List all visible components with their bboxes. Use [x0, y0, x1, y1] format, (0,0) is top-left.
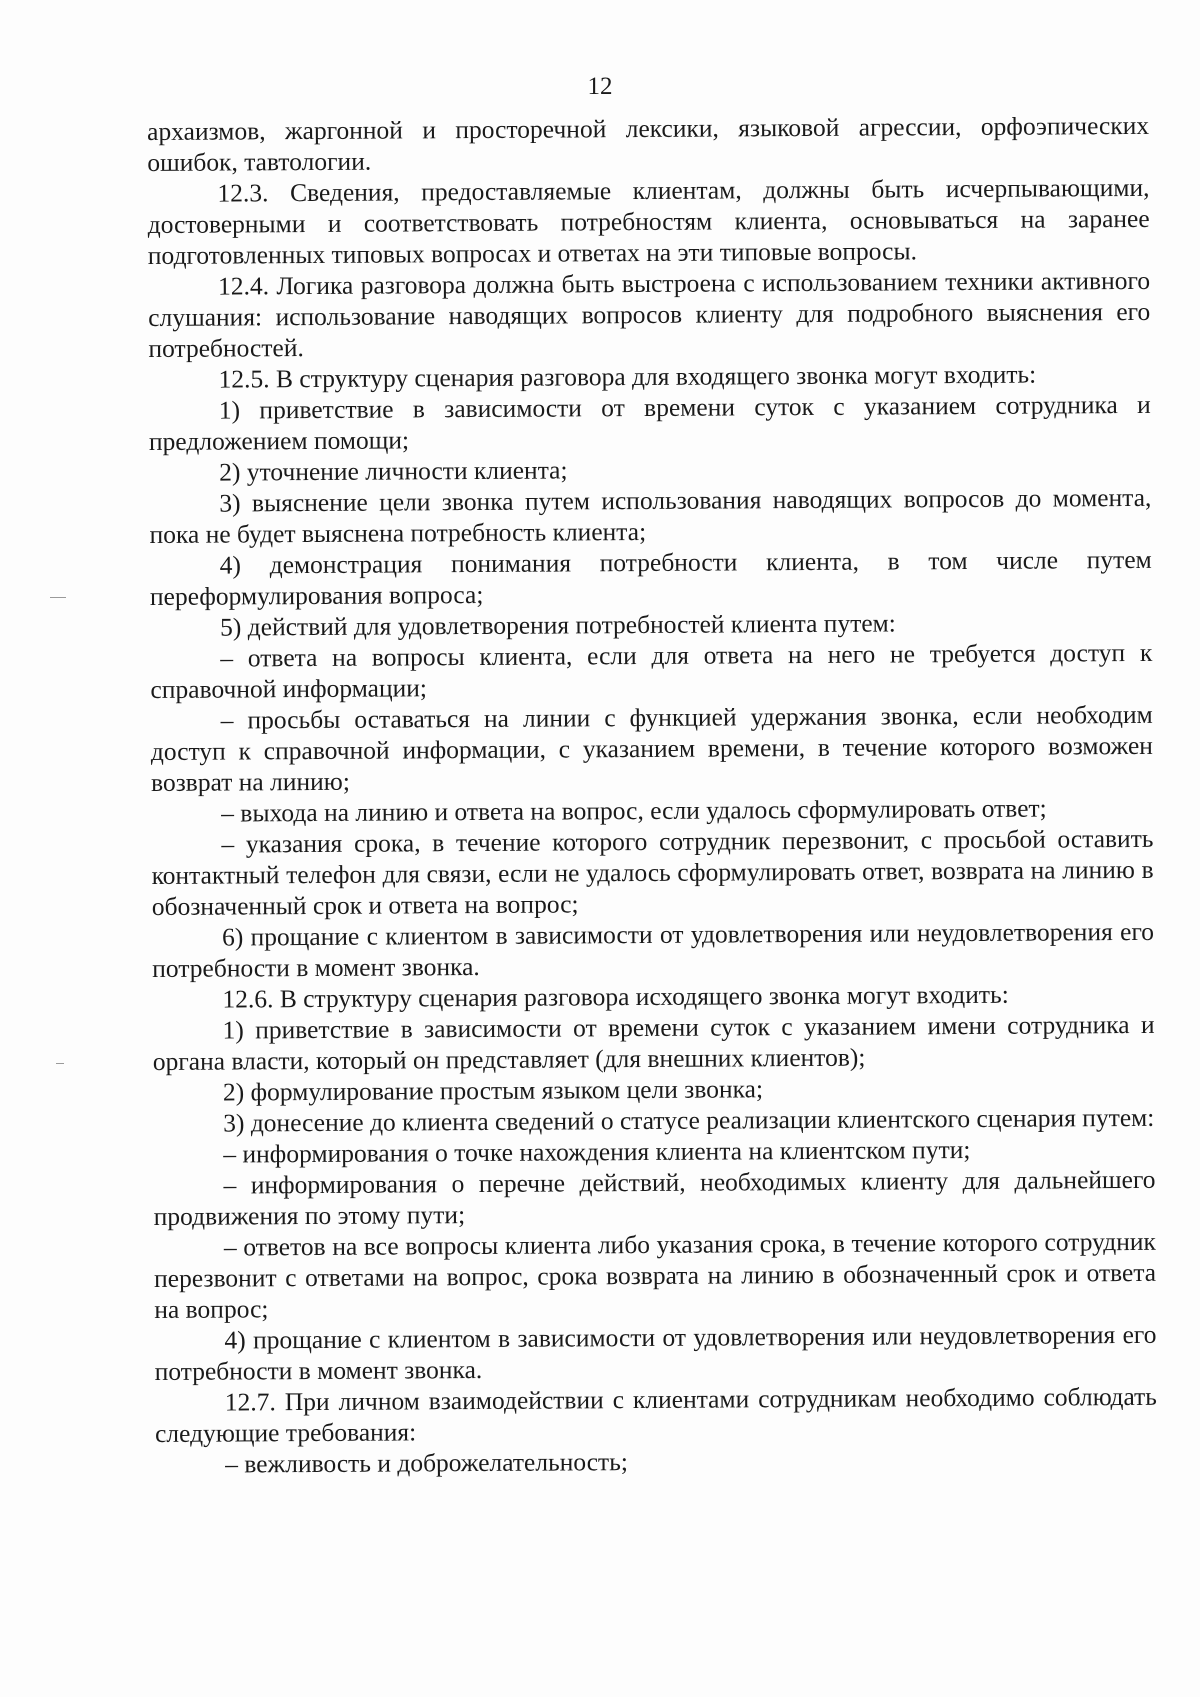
- document-body: [147, 110, 1157, 1480]
- paragraph: 1) приветствие в зависимости от времени суток с указанием сотрудника и предложением помощи;: [148, 389, 1151, 456]
- paragraph: – информирования о точке нахождения клиента на клиентском пути;: [223, 1134, 971, 1169]
- paragraph: 1) приветствие в зависимости от времени суток с указанием имени сотрудника и органа власти, который он представляет (для внешних клиентов);: [152, 1009, 1155, 1076]
- paragraph: – вежливость и доброжелательность;: [225, 1447, 628, 1479]
- paragraph: – указания срока, в течение которого сотрудник перезвонит, с просьбой оставить контактный телефон для связи, если не удалось сформулировать ответ, возврата на линию в обозначенный срок и ответа на вопрос;: [151, 823, 1154, 921]
- paragraph: 3) донесение до клиента сведений о статусе реализации клиентского сценария путем:: [223, 1102, 1155, 1138]
- paragraph: архаизмов, жаргонной и просторечной лексики, языковой агрессии, орфоэпических ошибок, тавтологии.: [147, 110, 1150, 177]
- paragraph: 12.5. В структуру сценария разговора для входящего звонка могут входить:: [218, 359, 1037, 394]
- paragraph: – ответа на вопросы клиента, если для ответа на него не требуется доступ к справочной информации;: [150, 637, 1153, 704]
- paragraph: 4) демонстрация понимания потребности клиента, в том числе путем переформулирования вопроса;: [149, 544, 1152, 611]
- page-number: 12: [587, 73, 613, 100]
- paragraph: 12.4. Логика разговора должна быть выстроена с использованием техники активного слушания: использование наводящих вопросов клиенту для подробного выяснения его потребностей.: [148, 265, 1151, 363]
- paragraph: 5) действий для удовлетворения потребностей клиента путем:: [220, 608, 896, 642]
- scan-mark: [56, 1063, 64, 1064]
- scan-mark: [50, 597, 66, 598]
- paragraph: – просьбы оставаться на линии с функцией удержания звонка, если необходим доступ к справочной информации, с указанием времени, в течение которого возможен возврат на линию;: [150, 699, 1153, 797]
- paragraph: 12.7. При личном взаимодействии с клиентами сотрудникам необходимо соблюдать следующие требования:: [154, 1381, 1157, 1448]
- paragraph: 6) прощание с клиентом в зависимости от удовлетворения или неудовлетворения его потребности в момент звонка.: [152, 916, 1155, 983]
- paragraph: 12.3. Сведения, предоставляемые клиентам, должны быть исчерпывающими, достоверными и соответствовать потребностям клиента, основываться на заранее подготовленных типовых вопросах и ответах на эти типовые вопросы.: [147, 172, 1150, 270]
- paragraph: 3) выяснение цели звонка путем использования наводящих вопросов до момента, пока не будет выяснена потребность клиента;: [149, 482, 1152, 549]
- paragraph: 4) прощание с клиентом в зависимости от удовлетворения или неудовлетворения его потребности в момент звонка.: [154, 1319, 1157, 1386]
- paragraph: 12.6. В структуру сценария разговора исходящего звонка могут входить:: [222, 979, 1009, 1014]
- paragraph: – ответов на все вопросы клиента либо указания срока, в течение которого сотрудник перезвонит с ответами на вопрос, срока возврата на линию в обозначенный срок и ответа на вопрос;: [154, 1226, 1157, 1324]
- paragraph: – информирования о перечне действий, необходимых клиенту для дальнейшего продвижения по этому пути;: [153, 1164, 1156, 1231]
- paragraph: 2) формулирование простым языком цели звонка;: [222, 1074, 764, 1107]
- paragraph: 2) уточнение личности клиента;: [219, 455, 568, 487]
- paragraph: – выхода на линию и ответа на вопрос, если удалось сформулировать ответ;: [221, 793, 1047, 828]
